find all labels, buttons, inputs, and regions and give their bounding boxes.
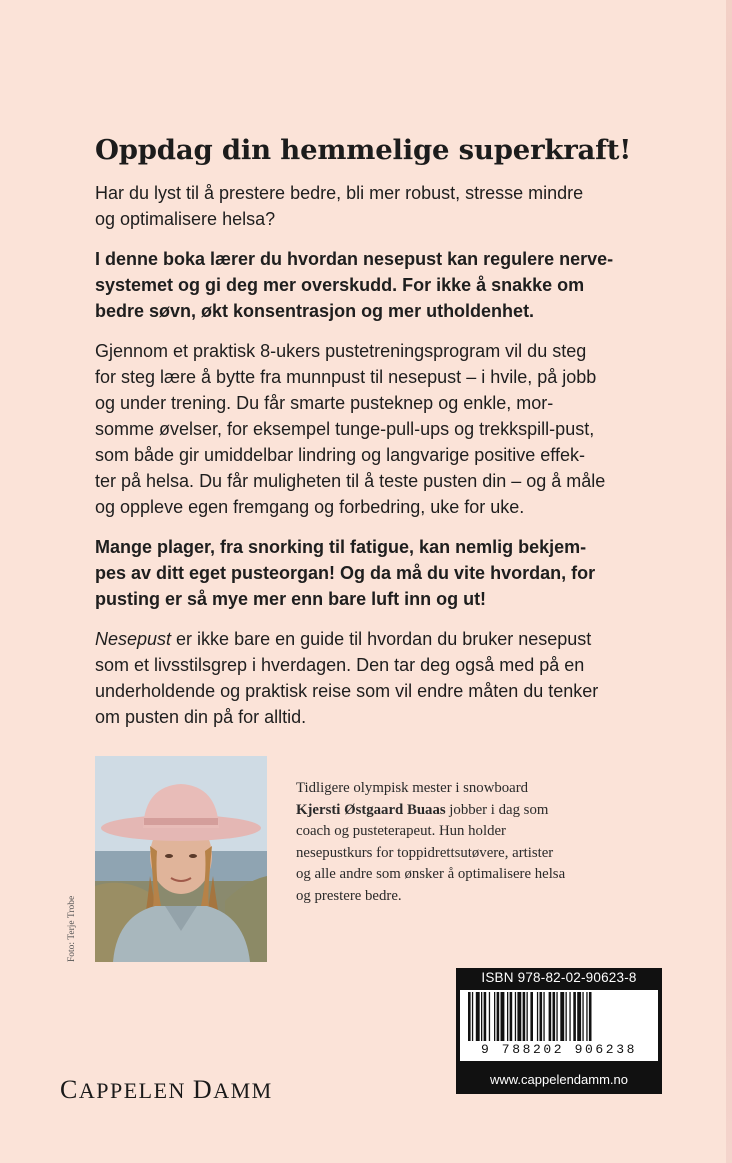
photo-credit: Foto: Terje Trobe bbox=[67, 895, 77, 962]
author-name: Kjersti Østgaard Buaas bbox=[296, 801, 446, 818]
program-paragraph: Gjennom et praktisk 8-ukers pustetreningsprogram vil du steg for steg lære å bytte fra munnpust til nesepust – i hvile, på jobb og under trening. Du får smarte pusteknep og enkle, mor- somme øvelser, for eksempel tunge-pull-ups og trekkspill-pust, som både gir umiddelbar lindring og langvarige positive effek- ter på helsa. Du får muligheten til å teste pusten din – og å måle og oppleve egen fremgang og forbedring, uke for uke. bbox=[95, 341, 606, 517]
bold-paragraph-2: Mange plager, fra snorking til fatigue, kan nemlig bekjem- pes av ditt eget pusteorgan! Og da må du vite hvordan, for pusting er så mye mer enn bare luft inn og ut! bbox=[95, 537, 596, 609]
headline: Oppdag din hemmelige superkraft! bbox=[95, 134, 632, 166]
barcode-digits: 9 788202 906238 bbox=[480, 1042, 638, 1057]
cover-edge-strip bbox=[726, 0, 732, 1163]
barcode-bars bbox=[460, 990, 658, 1042]
book-title-italic: Nesepust bbox=[95, 629, 172, 649]
author-photo bbox=[95, 756, 267, 962]
isbn-label: ISBN 978-82-02-90623-8 bbox=[481, 970, 637, 985]
isbn-barcode-box bbox=[456, 968, 662, 1094]
author-bio: Tidligere olympisk mester i snowboard Kjersti Østgaard Buaas jobber i dag som coach og pusteterapeut. Hun holder nesepustkurs for toppidrettsutøvere, artister og alle andre som ønsker å optimalisere helsa og prestere bedre. bbox=[296, 780, 566, 904]
closing-paragraph: Nesepust er ikke bare en guide til hvordan du bruker nesepust som et livsstilsgrep i hverdagen. Den tar deg også med på en underholdende og praktisk reise som vil endre måten du tenker om pusten din på for alltid. bbox=[95, 629, 599, 727]
back-cover-text bbox=[95, 130, 647, 744]
bold-paragraph-1: I denne boka lærer du hvordan nesepust kan regulere nerve- systemet og gi deg mer overskudd. For ikke å snakke om bedre søvn, økt konsentrasjon og mer utholdenhet. bbox=[95, 249, 614, 321]
publisher-logo: CAPPELEN DAMM bbox=[60, 1075, 273, 1104]
intro-paragraph: Har du lyst til å prestere bedre, bli mer robust, stresse mindre og optimalisere helsa? bbox=[95, 183, 584, 229]
publisher-website: www.cappelendamm.no bbox=[489, 1072, 629, 1087]
